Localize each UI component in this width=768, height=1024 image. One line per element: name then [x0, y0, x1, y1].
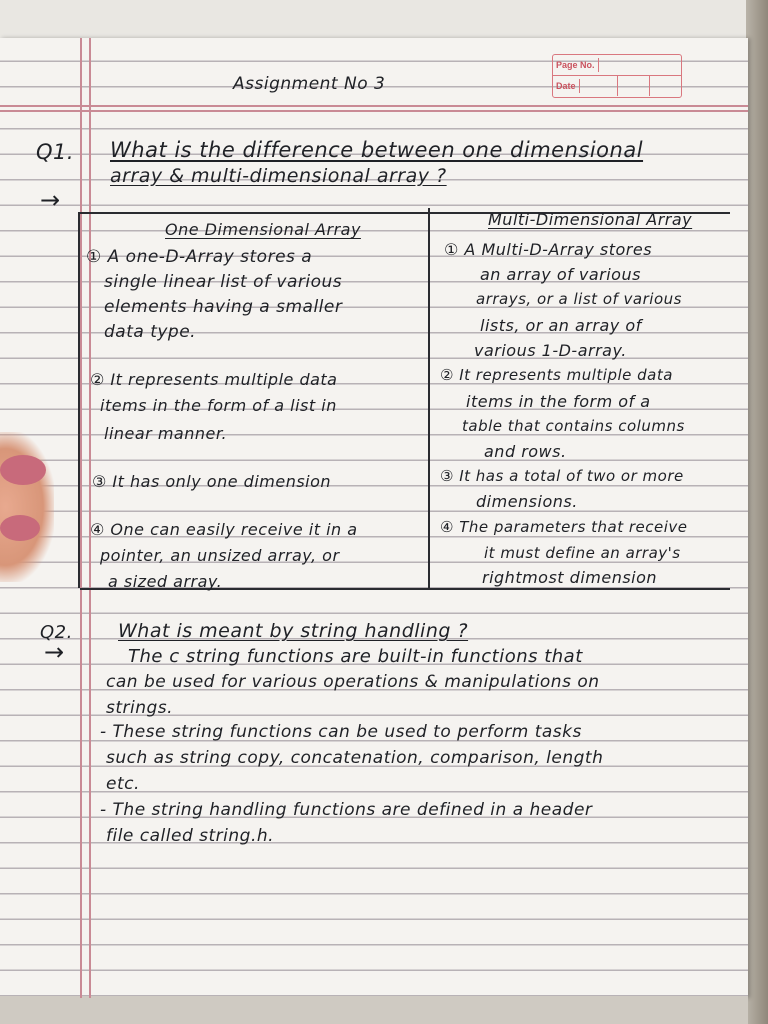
question-text: What is meant by string handling ? [118, 620, 469, 642]
table-cell-line: rightmost dimension [482, 568, 658, 587]
question-text: What is the difference between one dimensional [110, 138, 644, 162]
answer-line: The c string functions are built-in functions that [128, 646, 583, 667]
table-header-right: Multi-Dimensional Array [488, 210, 693, 229]
table-cell-line: linear manner. [104, 424, 228, 443]
answer-arrow: → [40, 186, 61, 214]
notebook-edge [746, 0, 768, 1024]
answer-line: can be used for various operations & manipulations on [106, 672, 600, 692]
table-cell-line: ② It represents multiple data [440, 366, 673, 384]
margin-line [80, 38, 82, 998]
answer-line: - The string handling functions are defined in a header [100, 800, 593, 820]
margin-line [89, 38, 91, 998]
question-number: Q1. [36, 140, 75, 164]
table-cell-line: pointer, an unsized array, or [100, 546, 340, 565]
table-cell-line: ② It represents multiple data [90, 370, 338, 389]
table-cell-line: an array of various [480, 265, 641, 284]
table-cell-line: ① A one-D-Array stores a [86, 247, 313, 267]
header-rule [0, 105, 748, 107]
table-cell-line: items in the form of a [466, 392, 651, 411]
answer-arrow: → [44, 638, 65, 666]
table-cell-line: it must define an array's [484, 544, 681, 562]
table-cell-line: elements having a smaller [104, 297, 343, 317]
table-cell-line: ④ One can easily receive it in a [90, 520, 358, 539]
page-number-date-box [552, 54, 682, 98]
answer-line: file called string.h. [106, 826, 275, 846]
table-cell-line: ③ It has only one dimension [92, 472, 332, 491]
table-cell-line: arrays, or a list of various [476, 290, 682, 308]
background-surface [0, 0, 768, 40]
table-cell-line: single linear list of various [104, 272, 343, 292]
page-title: Assignment No 3 [233, 74, 386, 94]
table-cell-line: ④ The parameters that receive [440, 518, 688, 536]
table-cell-line: ③ It has a total of two or more [440, 467, 684, 485]
table-cell-line: and rows. [484, 442, 567, 461]
question-text: array & multi-dimensional array ? [110, 165, 447, 187]
notebook-bottom-edge [0, 996, 748, 1024]
table-cell-line: items in the form of a list in [100, 396, 337, 415]
table-border-left [78, 212, 80, 588]
table-cell-line: data type. [104, 322, 197, 342]
table-cell-line: a sized array. [108, 572, 223, 591]
table-cell-line: dimensions. [476, 492, 578, 511]
table-cell-line: various 1-D-array. [474, 341, 627, 360]
fingernail-image [0, 515, 40, 541]
answer-line: such as string copy, concatenation, comparison, length [106, 748, 604, 768]
table-column-divider [428, 208, 430, 588]
page-number-label: Page No. [553, 58, 599, 72]
answer-line: strings. [106, 698, 174, 718]
answer-line: - These string functions can be used to perform tasks [100, 722, 582, 742]
table-cell-line: lists, or an array of [480, 316, 642, 335]
table-cell-line: table that contains columns [462, 417, 685, 435]
question-number: Q2. [40, 622, 73, 643]
table-header-left: One Dimensional Array [165, 220, 361, 239]
fingernail-image [0, 455, 46, 485]
date-label: Date [553, 79, 580, 93]
header-rule [0, 110, 748, 112]
table-cell-line: ① A Multi-D-Array stores [444, 240, 653, 259]
answer-line: etc. [106, 774, 140, 794]
